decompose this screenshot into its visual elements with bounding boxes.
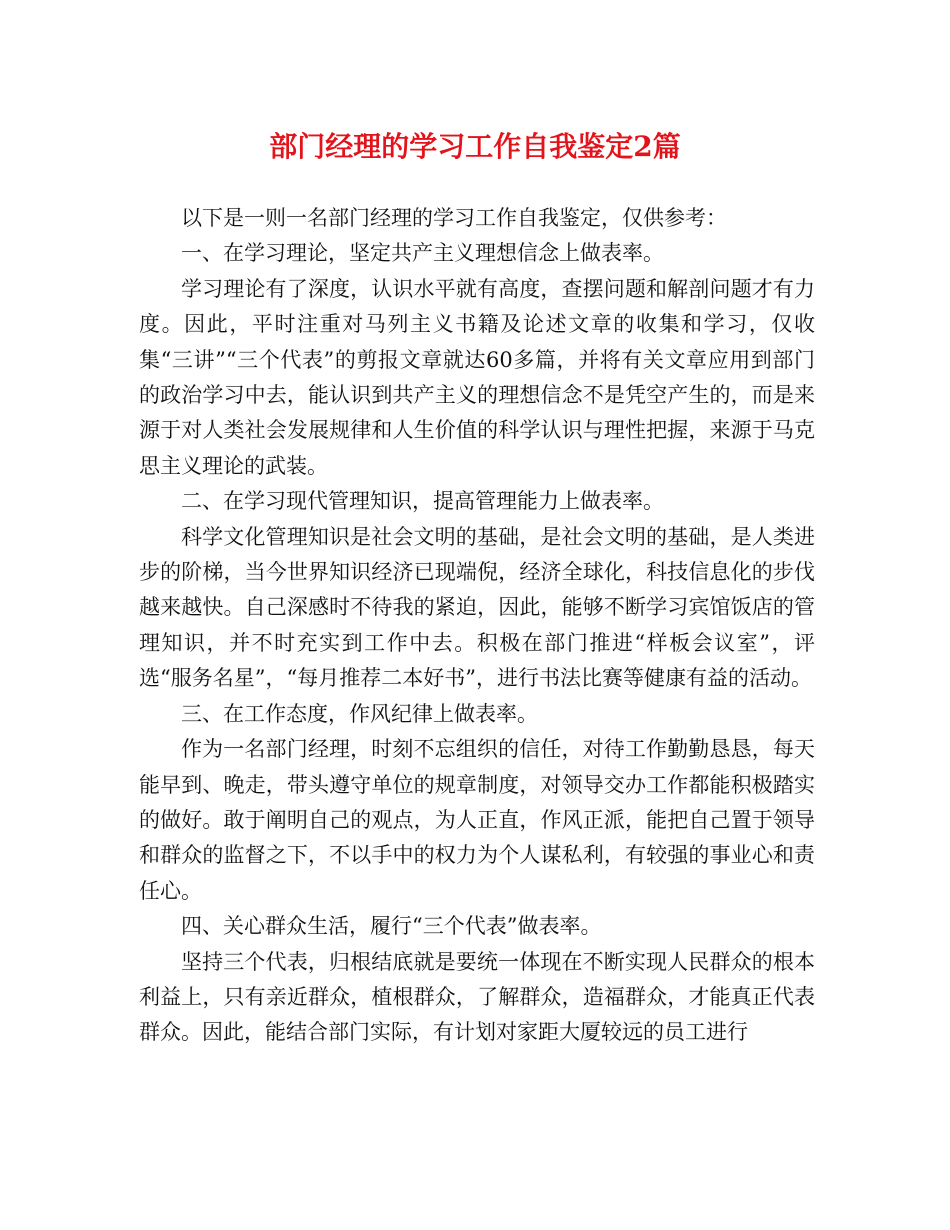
body-paragraph-4: 坚持三个代表，归根结底就是要统一体现在不断实现人民群众的根本利益上，只有亲近群众，植根群众，了解群众，造福群众，才能真正代表群众。因此，能结合部门实际，有计划对家距大厦较远的员工进行 bbox=[139, 949, 815, 1045]
section-heading-4: 四、关心群众生活，履行“三个代表”做表率。 bbox=[181, 914, 602, 939]
intro-paragraph: 以下是一则一名部门经理的学习工作自我鉴定，仅供参考： bbox=[181, 206, 727, 230]
body-paragraph-2: 科学文化管理知识是社会文明的基础，是社会文明的基础，是人类进步的阶梯，当今世界知识经济已现端倪，经济全球化，科技信息化的步伐越来越快。自己深感时不待我的紧迫，因此，能够不断学习宾馆饭店的管理知识，并不时充实到工作中去。积极在部门推进“样板会议室”，评选“服务名星”，“每月推荐二本好书”，进行书法比赛等健康有益的活动。 bbox=[139, 524, 815, 691]
section-heading-3: 三、在工作态度，作风纪律上做表率。 bbox=[181, 701, 538, 726]
body-paragraph-3: 作为一名部门经理，时刻不忘组织的信任，对待工作勤勤恳恳，每天能早到、晚走，带头遵守单位的规章制度，对领导交办工作都能积极踏实的做好。敢于阐明自己的观点，为人正直，作风正派，能把自己置于领导和群众的监督之下，不以手中的权力为个人谋私利，有较强的事业心和责任心。 bbox=[139, 737, 815, 903]
section-heading-1: 一、在学习理论，坚定共产主义理想信念上做表率。 bbox=[181, 241, 664, 266]
body-paragraph-1: 学习理论有了深度，认识水平就有高度，查摆问题和解剖问题才有力度。因此，平时注重对马列主义书籍及论述文章的收集和学习，仅收集“三讲”“三个代表”的剪报文章就达60多篇，并将有关文章应用到部门的政治学习中去，能认识到共产主义的理想信念不是凭空产生的，而是来源于对人类社会发展规律和人生价值的科学认识与理性把握，来源于马克思主义理论的武装。 bbox=[139, 276, 815, 478]
section-heading-2: 二、在学习现代管理知识，提高管理能力上做表率。 bbox=[181, 489, 664, 514]
document-title: 部门经理的学习工作自我鉴定2篇 bbox=[269, 130, 681, 163]
document-body bbox=[139, 201, 815, 1051]
